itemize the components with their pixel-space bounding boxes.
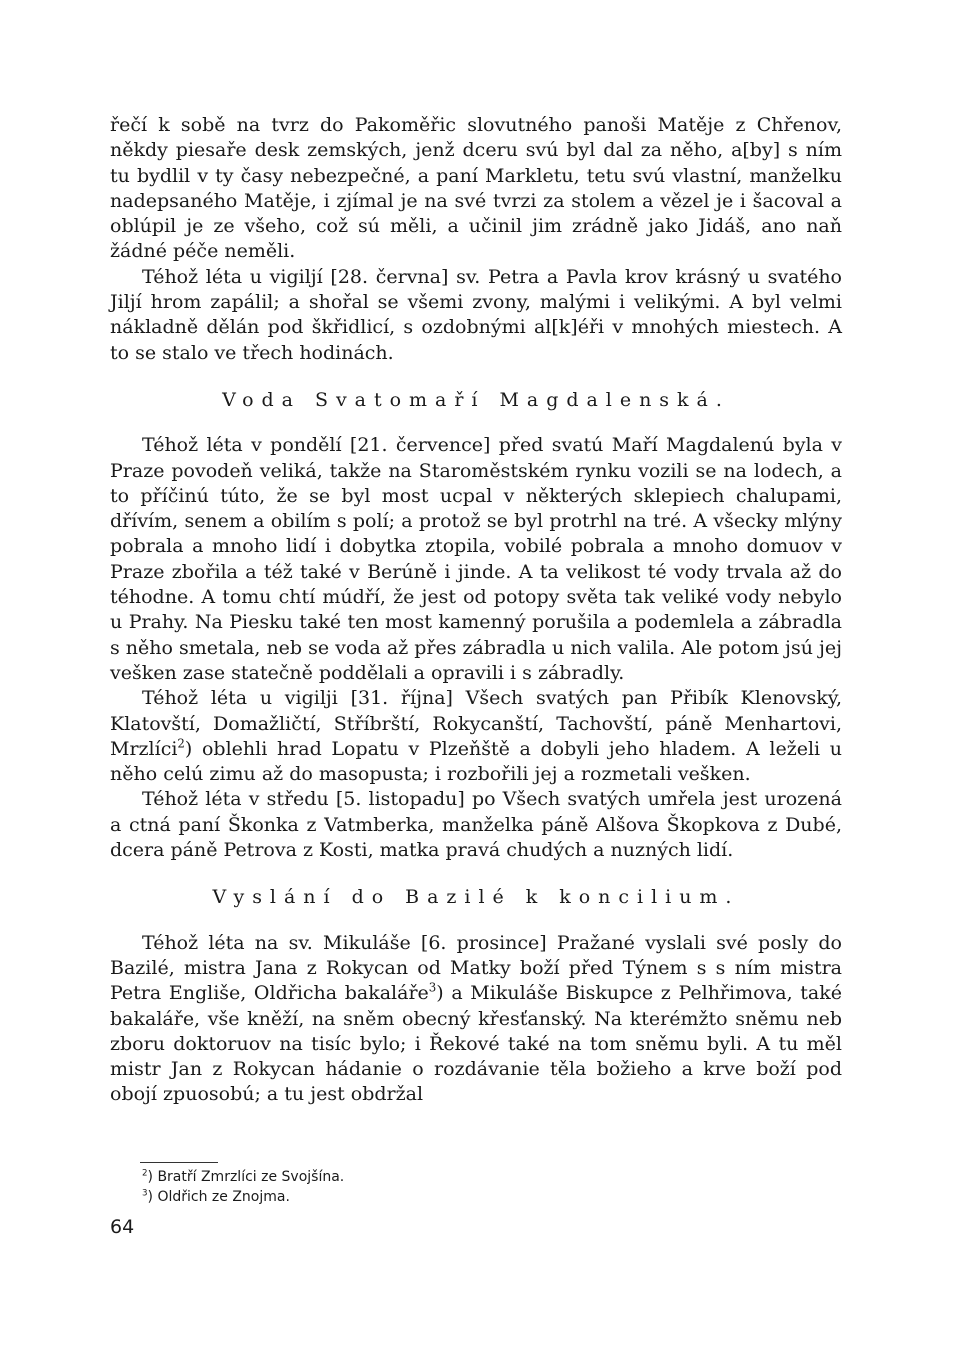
main-text [110,113,842,1108]
footnote-text: ) Oldřich ze Znojma. [147,1189,290,1205]
footnote-mark: 3 [142,1188,148,1199]
footnote-text: ) Bratří Zmrzlíci ze Svojšína. [147,1169,345,1185]
footnote-ref-3: 3 [428,980,437,995]
paragraph-roof-fire: Téhož léta u vigiljí [28. června] sv. Petra a Pavla krov krásný u svatého Jiljí hrom zapálil; a shořal se všemi zvony, malými i velikými. A byl velmi nákladně dělán pod škřidlicí, s ozdobnými al[k]éři v mnohých miestech. A to se stalo ve třech hodinách. [110,265,842,364]
footnotes [142,1167,742,1207]
section-heading-basel: Vyslání do Bazilé k koncilium. [212,886,740,909]
footnote-2 [142,1167,742,1187]
basel-text-part1: Téhož léta na sv. Mikuláše [6. prosince] Pražané vyslali své posly do Bazilé, mistra Jana z Rokycan od Matky boží před Týnem s s ním mistra Petra Engliše, Oldřicha bakaláře [110,931,842,1005]
siege-text-before: Téhož léta u vigilji [31. října] Všech svatých pan Přibík Klenovský, Klatovští, Domažličtí, Stříbrští, Rokycanští, Tachovští, páně Menhartovi, Mrzlíci [110,687,842,760]
section-heading-flood: Voda Svatomaří Magdalenská. [222,388,730,411]
siege-text-after: ) oblehli hrad Lopatu v Plzeňště a dobyli jeho hladem. A leželi u něho celú zimu až do masopusta; i rozbořili jej a rozmetali vešken. [110,737,842,786]
page-number: 64 [110,1216,135,1238]
footnote-ref-2: 2 [177,736,185,751]
paragraph-basel [110,931,842,1108]
footnote-rule [140,1162,218,1163]
paragraph-flood: Téhož léta v pondělí [21. července] před svatú Maří Magdalenú byla v Praze povodeň veliká, takže na Staroměstském rynku vozili se na lodech, a to příčinú túto, že se byl most ucpal v některých sklepiech chalupami, dřívím, senem a obilím s polí; a protož se byl protrhl na tré. A všecky mlýny pobrala a mnoho lidí i dobytka ztopila, vobilé pobrala a mnoho domuov v Praze zbořila a též také v Berúně i jinde. A ta velikost té vody trvala až do téhodne. A tomu chtí múdří, že jest od potopy světa tak veliké vody nebylo u Prahy. Na Piesku také ten most kamenný porušila a podemlela a zábradla s něho smetala, neb se voda až přes zábradla u nich valila. Ale potom jsú jej vešken zase statečně poddělali a opravili i s zábradly. [110,434,843,684]
footnote-mark: 2 [142,1168,148,1179]
paragraph-continuation: řečí k sobě na tvrz do Pakoměřic slovutného panoši Matěje z Chřenov, někdy piesaře desk zemských, jenž dceru svú byl dal za něho, a[by] s ním tu bydlil v ty časy nebezpečné, a paní Markletu, tetu svú vlastní, manželku nadepsaného Matěje, i zjímal je na své tvrzi za stolem a vězel je i šacoval a oblúpil je ze všeho, což sú měli, a učinil jim zrádně jako Jidáš, ano naň žádné péče neměli. [110,114,842,263]
paragraph-siege-lopata [110,686,842,787]
paragraph-skonka-death: Téhož léta v středu [5. listopadu] po Všech svatých umřela jest urozená a ctná paní Škonka z Vatmberka, manželka páně Alšova Škopkova z Dubé, dcera páně Petrova z Kosti, matka pravá chudých a nuzných lidí. [110,788,842,862]
footnote-3 [142,1187,742,1207]
basel-text-part2: ) a Mikuláše Biskupce z Pelhřimova, také bakaláře, vše kněží, na sněm obecný křesťanský. Na kterémžto sněmu neb zboru doktoruov na tisíc bylo; i Řekové také na tom sněmu byli. A tu měl mistr Jan z Rokycan hádanie o rozdávanie těla božieho a krve boží pod obojí zpuosobú; a tu jest obdržal [110,982,842,1106]
